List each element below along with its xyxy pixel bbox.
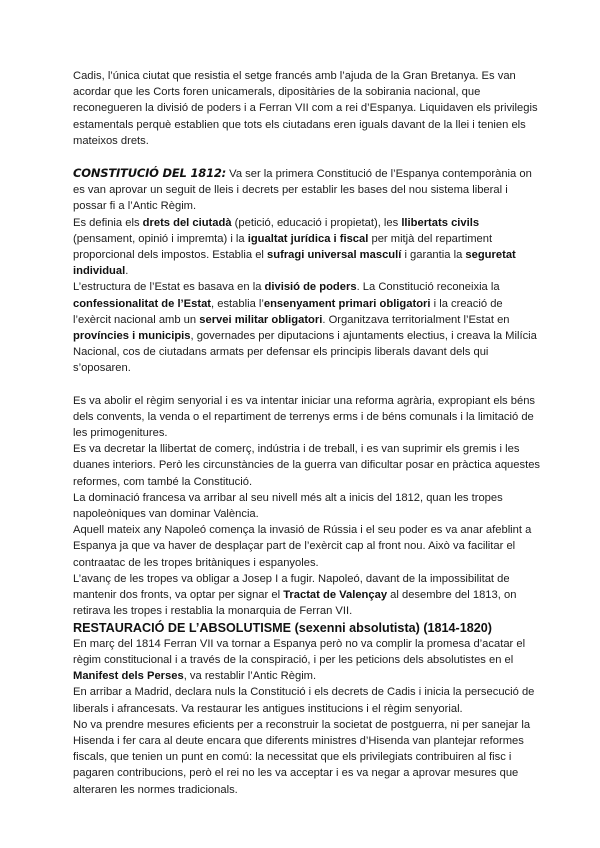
text-run: , va restablir l’Antic Règim.	[183, 670, 317, 683]
bold-term: llibertats civils	[401, 216, 480, 229]
text-run: (petició, educació i propietat), les	[231, 216, 402, 229]
text-run: (pensament, opinió i impremta) i la	[73, 232, 248, 245]
constitucio-intro-paragraph	[73, 165, 543, 215]
bold-term: seguretat individual	[73, 249, 516, 278]
document-page	[73, 68, 543, 798]
valencay-paragraph	[73, 571, 543, 620]
text-run: Es definia els	[73, 216, 143, 229]
text-run: L’estructura de l’Estat es basava en la	[73, 281, 265, 294]
spacer	[73, 377, 543, 393]
text-run: En març del 1814 Ferran VII va tornar a Espanya però no va complir la promesa d’acatar el règim constitucional i a través de la conspiració, i per les peticions dels absolutistes en el	[73, 637, 526, 666]
text-run: i la creació de l’exèrcit nacional amb un	[73, 297, 503, 326]
constitucio-intro-text: Va ser la primera Constitució de l’Espanya contemporània on es van aprovar un seguit de lleis i decrets per establir les bases del nou sistema liberal i possar fi a l’Antic Règim.	[73, 168, 532, 213]
text-run: , governades per diputacions i ajuntaments electius, i creava la Milícia Nacional, cos de ciutadans armats per defensar els principis liberals davant dels qui s’oposaren.	[73, 330, 537, 375]
russia-paragraph: Aquell mateix any Napoleó començа la invasió de Rússia i el seu poder es va anar afeblint a Espanya ja que va haver de desplaçar part de l’exèrcit cap al front nou. Això va facilitar el contraatac de les tropes britàniques i espanyoles.	[73, 524, 532, 569]
bold-term: Manifest dels Perses	[73, 670, 184, 683]
text-run: al desembre del 1813, on retirava les tropes i restablia la monarquia de Ferran VII.	[73, 589, 517, 618]
bold-term: servei militar obligatori	[199, 313, 323, 326]
spacer	[73, 149, 543, 165]
text-run: . Organitzava territorialment l’Estat en	[322, 313, 510, 326]
bold-term: Tractat de Valençay	[283, 589, 388, 602]
bold-term: igualtat jurídica i fiscal	[247, 232, 369, 245]
bold-term: ensenyament primari obligatori	[263, 297, 431, 310]
madrid-paragraph: En arribar a Madrid, declara nuls la Constitució i els decrets de Cadis i inicia la persecució de liberals i afrancesats. Va restaurar les antigues institucions i el règim senyorial.	[73, 686, 535, 715]
bold-term: drets del ciutadà	[142, 216, 232, 229]
dominacio-paragraph: La dominació francesa va arribar al seu nivell més alt a inicis del 1812, quan les tropes napoleòniques van dominar València.	[73, 491, 503, 521]
text-run: .	[125, 265, 129, 278]
bold-term: sufragi universal masculí	[267, 249, 402, 262]
restauracio-heading: RESTAURACIÓ DE L’ABSOLUTISME (sexenni absolutista) (1814-1820)	[73, 620, 492, 635]
comerc-paragraph: Es va decretar la llibertat de comerç, indústria i de treball, i es van suprimir els gremis i les duanes interiors. Però les circunstàncies de la guerra van dificultar posar en pràctica aquestes reformes, com també la Constitució.	[73, 443, 541, 488]
bold-term: províncies i municipis	[73, 330, 191, 343]
bold-term: confessionalitat de l’Estat	[73, 297, 212, 310]
ferran-paragraph	[73, 636, 543, 685]
constitucio-heading: CONSTITUCIÓ DEL 1812:	[73, 166, 227, 181]
intro-paragraph: Cadis, l’única ciutat que resistia el setge francés amb l’ajuda de la Gran Bretanya. Es van acordar que les Corts foren unicamerals, dipositàries de la sobirania nacional, que reconegueren la divisió de poders i a Ferran VII com a rei d’Espanya. Liquidaven els privilegis estamentals perquè establien que tots els ciutadans eren iguals davant de la llei i tenien els mateixos drets.	[73, 70, 538, 147]
text-run: i garantia la	[401, 249, 466, 262]
text-run: . La Constitució reconeixia la	[356, 281, 500, 294]
drets-paragraph	[73, 215, 543, 280]
bold-term: divisió de poders	[264, 281, 357, 294]
regim-paragraph: Es va abolir el règim senyorial i es va intentar iniciar una reforma agrària, expropiant els béns dels convents, la venda o el repartiment de terrenys erms i de béns comunals i la limitació de les primogenitures.	[73, 394, 536, 440]
hisenda-paragraph: No va prendre mesures eficients per a reconstruir la societat de postguerra, ni per sanejar la Hisenda i fer cara al deute encara que diferents ministres d’Hisenda van plantejar reformes fiscals, que tenien un punt en comú: la necessitat que els privilegiats contribuiren al fisc i pagaren contribucions, però el rei no les va acceptar i es va negar a aprovar mesures que alteraren les normes tradicionals.	[73, 718, 531, 796]
text-run: per mitjà del repartiment proporcional dels impostos. Establia el	[73, 232, 493, 262]
text-run: L’avanç de les tropes va obligar a Josep I a fugir. Napoleó, davant de la impossibilitat de mantenir dos fronts, va optar per signar el	[73, 572, 510, 602]
text-run: , establia l’	[211, 297, 264, 310]
estructura-paragraph	[73, 279, 543, 376]
